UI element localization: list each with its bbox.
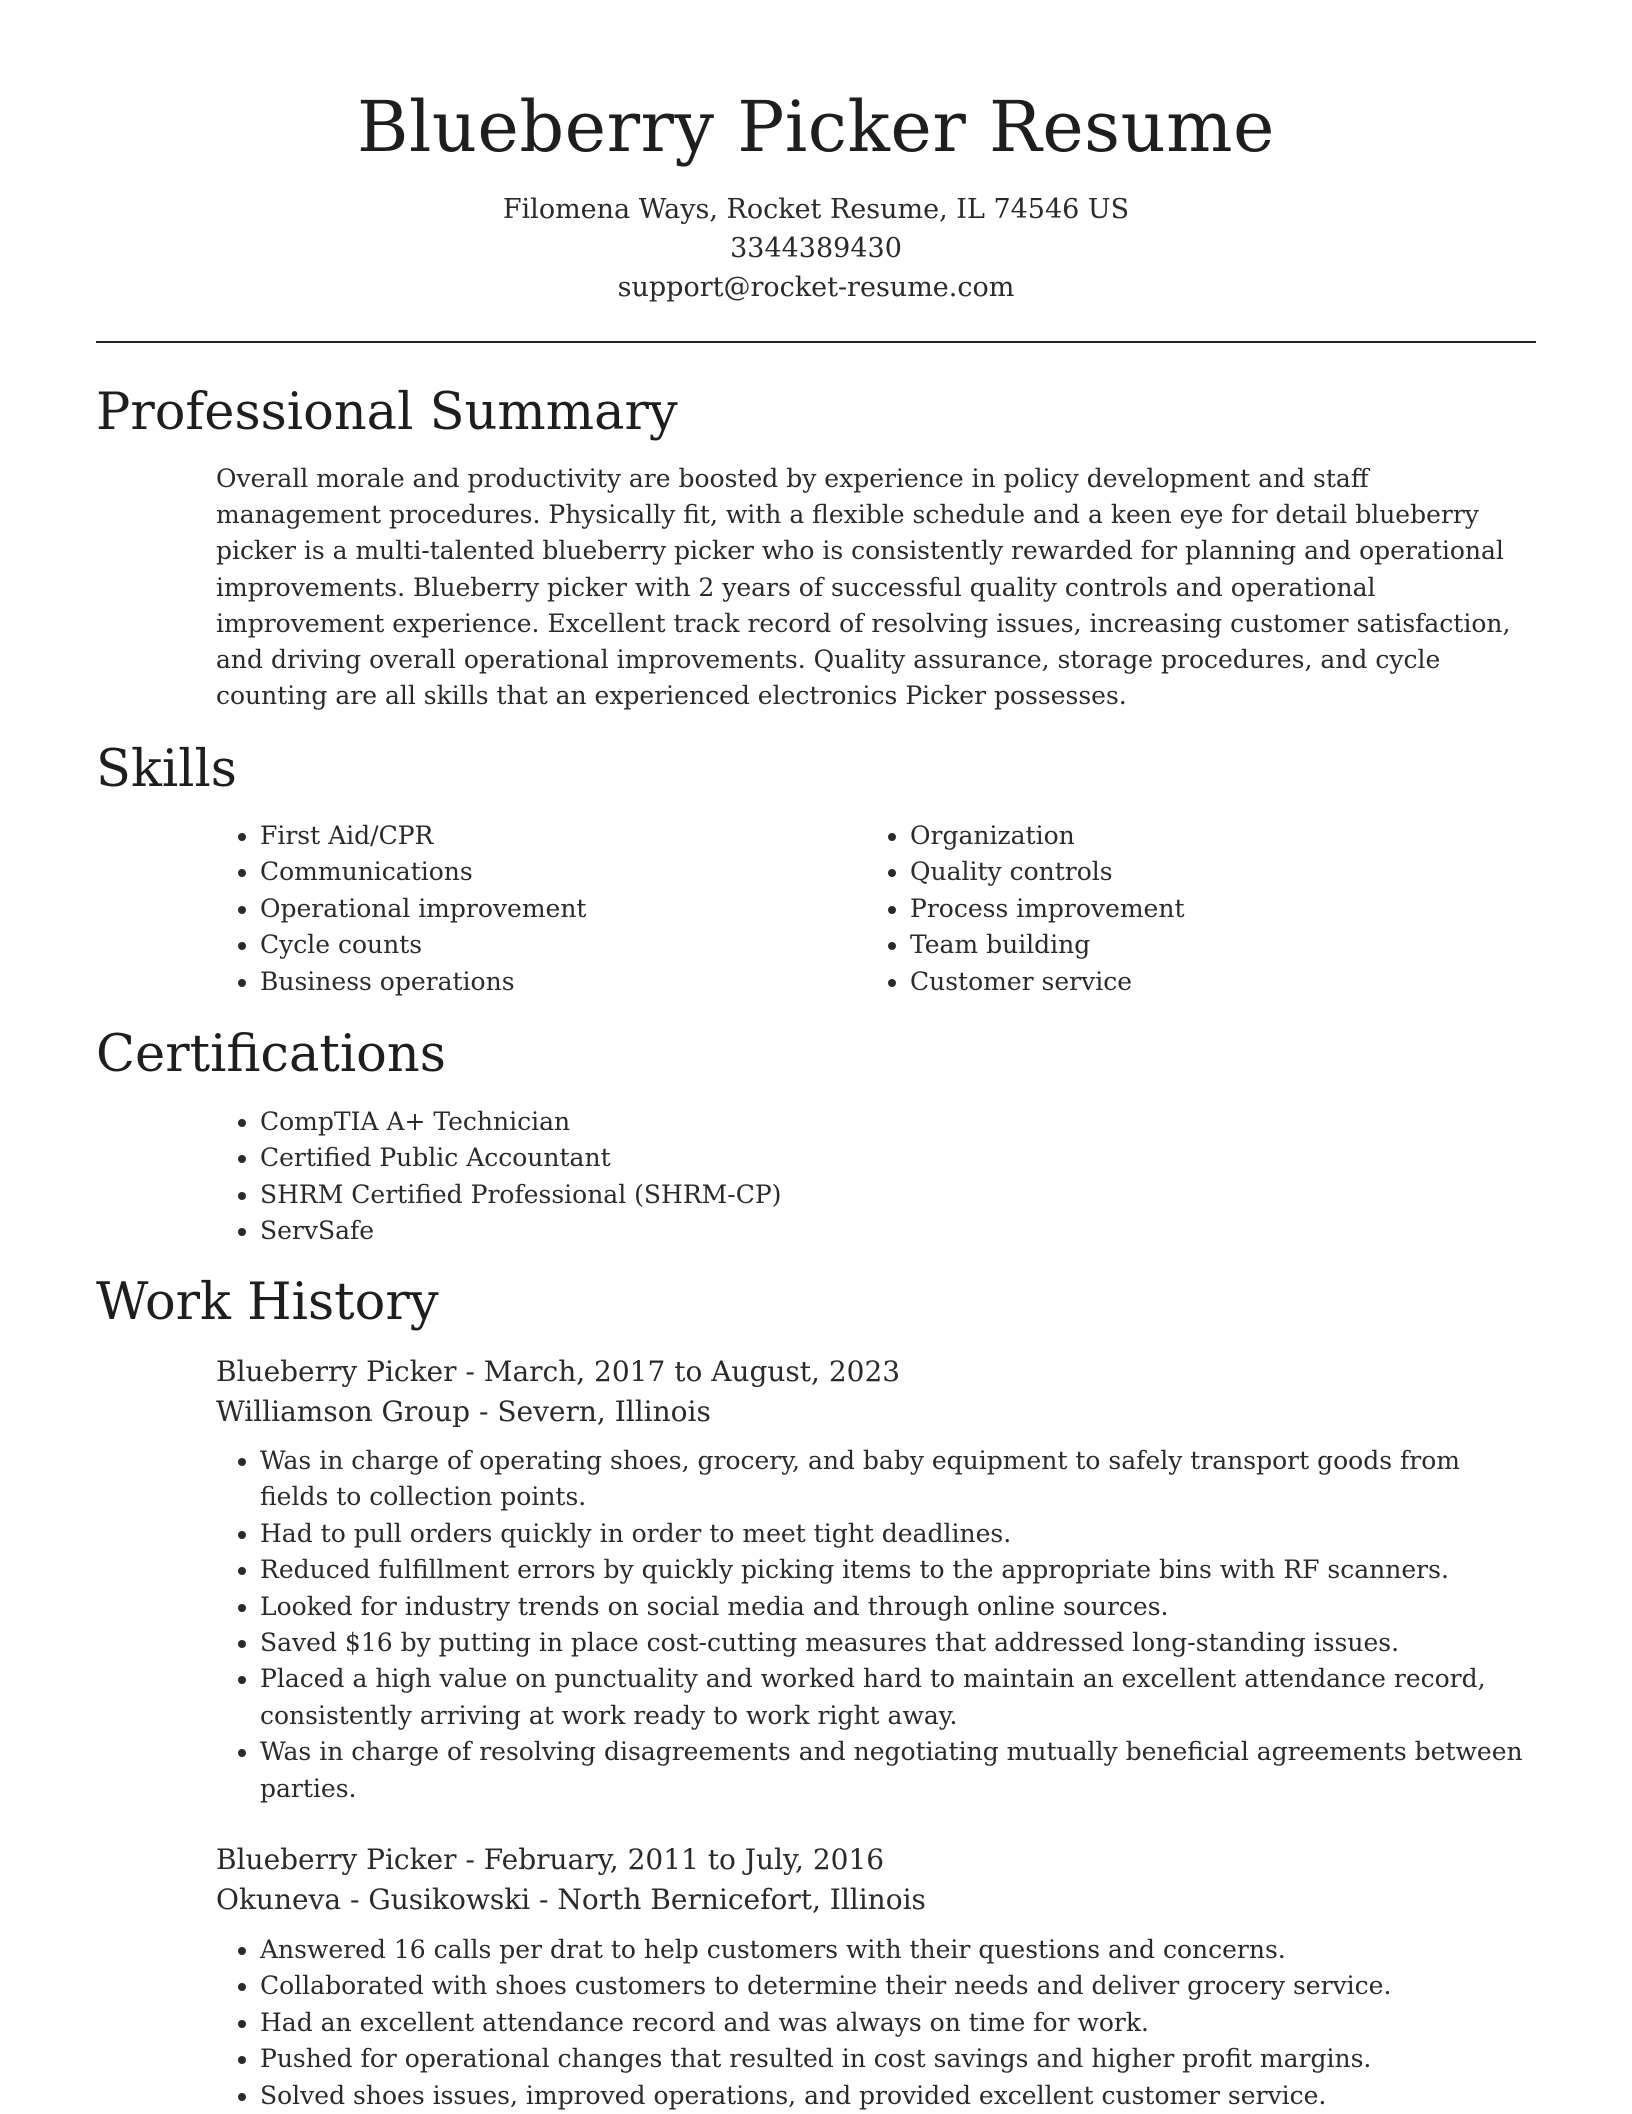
certification-item: • Certified Public Accountant [260,1140,1536,1176]
certifications-list [216,1104,1536,1250]
job-title-line [216,1352,900,1392]
job-bullets-block [216,1443,1536,1807]
job-dates: - February, 2011 to July, 2016 [456,1843,885,1876]
job-company: Okuneva - Gusikowski [216,1883,531,1916]
certifications-heading: Certifications [96,1025,446,1084]
job-location: - North Bernicefort, Illinois [530,1883,926,1916]
job-bullet: • Was in charge of operating shoes, grocery, and baby equipment to safely transport goods from fields to collection points. [260,1443,1536,1516]
skills-column-right [866,818,1516,1000]
skills-list-left [216,818,866,1000]
skills-list-right [866,818,1516,1000]
job-bullet: • Answered 16 calls per drat to help customers with their questions and concerns. [260,1932,1536,1968]
job-bullets [216,1443,1536,1807]
contact-phone: 3344389430 [730,233,902,264]
certification-item: • SHRM Certified Professional (SHRM-CP) [260,1177,1536,1213]
skills-column-left [216,818,866,1000]
job-bullet: • Collaborated with shoes customers to determine their needs and deliver grocery service. [260,1968,1536,2004]
summary-heading: Professional Summary [96,383,678,442]
skill-item: • First Aid/CPR [260,818,866,854]
job-title: Blueberry Picker [216,1355,457,1388]
job-bullet: • Solved shoes issues, improved operations, and provided excellent customer service. [260,2078,1536,2114]
skill-item: • Organization [910,818,1516,854]
job-bullets-block [216,1932,1536,2114]
job-bullet: • Had an excellent attendance record and was always on time for work. [260,2005,1536,2041]
skill-item: • Team building [910,927,1516,963]
page-title: Blueberry Picker Resume [357,86,1275,168]
job-dates: - March, 2017 to August, 2023 [456,1355,901,1388]
job-company-line [216,1880,926,1920]
skill-item: • Cycle counts [260,927,866,963]
certifications-block [216,1104,1536,1250]
certification-item: • ServSafe [260,1213,1536,1249]
job-company: Williamson Group [216,1395,471,1428]
work-history-heading: Work History [96,1273,439,1332]
job-title: Blueberry Picker [216,1843,457,1876]
header-divider [96,341,1536,343]
contact-block [0,190,1632,307]
job-bullets [216,1932,1536,2114]
skill-item: • Operational improvement [260,891,866,927]
skill-item: • Business operations [260,964,866,1000]
job-bullet: • Pushed for operational changes that resulted in cost savings and higher profit margins. [260,2041,1536,2077]
skill-item: • Communications [260,854,866,890]
contact-email: support@rocket-resume.com [617,272,1015,303]
skill-item: • Customer service [910,964,1516,1000]
job-bullet: • Looked for industry trends on social media and through online sources. [260,1589,1536,1625]
summary-text: Overall morale and productivity are boosted by experience in policy development and staff management procedures. Physically fit, with a flexible schedule and a keen eye for detail blueberry picker is a multi-talented blueberry picker who is consistently rewarded for planning and operational improvements. Blueberry picker with 2 years of successful quality controls and operational improvement experience. Excellent track record of resolving issues, increasing customer satisfaction, and driving overall operational improvements. Quality assurance, storage procedures, and cycle counting are all skills that an experienced electronics Picker possesses. [216,464,1511,711]
job-company-line [216,1392,711,1432]
job-bullet: • Reduced fulfillment errors by quickly picking items to the appropriate bins with RF scanners. [260,1552,1536,1588]
job-location: - Severn, Illinois [470,1395,711,1428]
skill-item: • Quality controls [910,854,1516,890]
job-bullet: • Had to pull orders quickly in order to meet tight deadlines. [260,1516,1536,1552]
job-bullet: • Placed a high value on punctuality and worked hard to maintain an excellent attendance record, consistently arriving at work ready to work right away. [260,1661,1536,1734]
resume-header [0,0,1632,307]
job-title-line [216,1840,884,1880]
certification-item: • CompTIA A+ Technician [260,1104,1536,1140]
job-bullet: • Was in charge of resolving disagreements and negotiating mutually beneficial agreements between parties. [260,1734,1536,1807]
skill-item: • Process improvement [910,891,1516,927]
job-bullet: • Saved $16 by putting in place cost-cutting measures that addressed long-standing issues. [260,1625,1536,1661]
contact-address: Filomena Ways, Rocket Resume, IL 74546 US [502,194,1130,225]
skills-heading: Skills [96,740,237,799]
